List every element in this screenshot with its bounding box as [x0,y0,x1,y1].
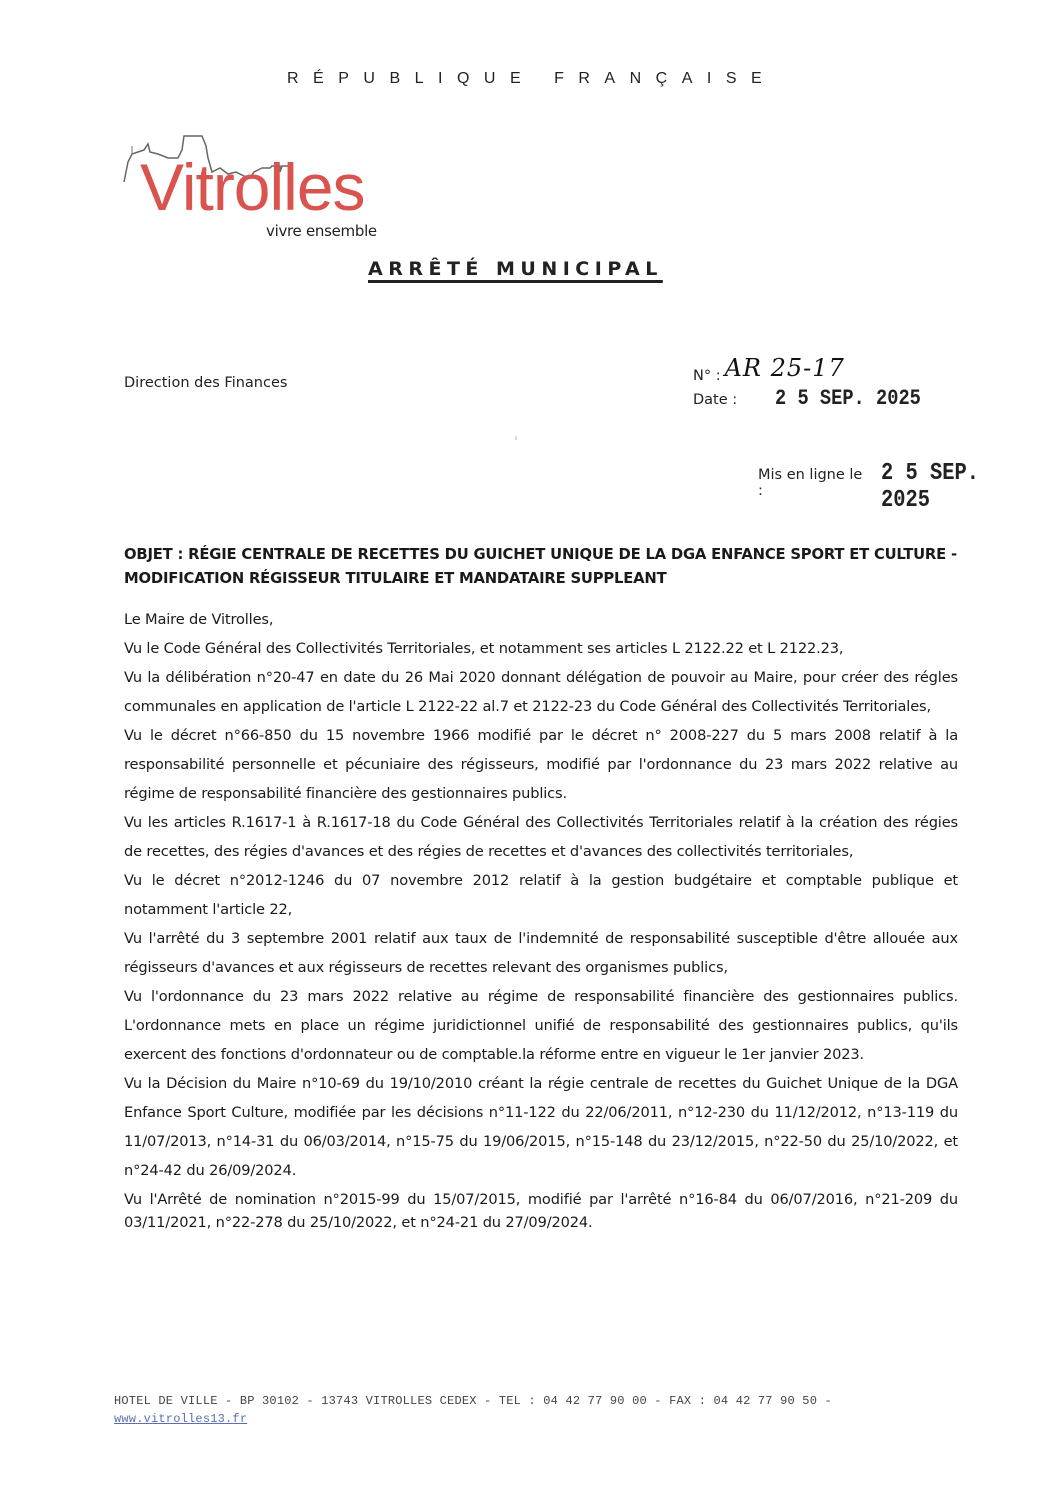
republique-francaise-heading: RÉPUBLIQUE FRANÇAISE [287,70,777,87]
paragraph-arrete-2001: Vu l'arrêté du 3 septembre 2001 relatif aux taux de l'indemnité de responsabilité susceptible d'être allouée aux régisseurs d'avances et aux régisseurs de recettes relevant des organismes publics, [124,930,958,976]
document-body [124,605,958,1234]
paragraph-arrete-nomination: Vu l'Arrêté de nomination n°2015-99 du 15/07/2015, modifié par l'arrêté n°16-84 du 06/07/2016, n°21-209 du 03/11/2021, n°22-278 du 25/10/2022, et n°24-21 du 27/09/2024. [124,1191,958,1231]
paragraph-articles-r1617: Vu les articles R.1617-1 à R.1617-18 du Code Général des Collectivités Territoriales relatif à la création des régies de recettes, des régies d'avances et des régies de recettes et d'avances des collectivités territoriales, [124,814,958,860]
paragraph-decision-maire: Vu la Décision du Maire n°10-69 du 19/10/2010 créant la régie centrale de recettes du Guichet Unique de la DGA Enfance Sport Culture, modifiée par les décisions n°11-122 du 22/06/2011, n°12-230 du 11/12/2012, n°13-119 du 11/07/2013, n°14-31 du 06/03/2014, n°15-75 du 19/06/2015, n°15-148 du 23/12/2015, n°22-50 du 25/10/2022, et n°24-42 du 26/09/2024. [124,1075,958,1179]
logo-wordmark: Vitrolles [140,150,365,224]
vitrolles-logo [120,132,420,247]
online-publication [758,460,1058,514]
scan-smudge [515,436,517,440]
paragraph-deliberation: Vu la délibération n°20-47 en date du 26 Mai 2020 donnant délégation de pouvoir au Maire, pour créer des régles communales en application de l'article L 2122-22 al.7 et 2122-23 du Code Général des Collectivités Territoriales, [124,669,958,715]
paragraph-decret-1966: Vu le décret n°66-850 du 15 novembre 1966 modifié par le décret n° 2008-227 du 5 mars 2008 relatif à la responsabilité personnelle et pécuniaire des régisseurs, modifié par l'ordonnance du 23 mars 2022 relative au régime de responsabilité financière des gestionnaires publics. [124,727,958,802]
document-title: ARRÊTÉ MUNICIPAL [368,258,663,280]
objet-heading: OBJET : RÉGIE CENTRALE DE RECETTES DU GUICHET UNIQUE DE LA DGA ENFANCE SPORT ET CULTURE - MODIFICATION RÉGISSEUR TITULAIRE ET MANDATAIRE SUPPLEANT [124,546,957,587]
paragraph-ordonnance-2022: Vu l'ordonnance du 23 mars 2022 relative au régime de responsabilité financière des gestionnaires publics. L'ordonnance mets en place un régime juridictionnel unifié de responsabilité des gestionnaires publics, qu'ils exercent des fonctions d'ordonnateur ou de comptable.la réforme entre en vigueur le 1er janvier 2023. [124,988,958,1063]
number-handwritten: AR 25-17 [724,354,845,382]
paragraph-decret-2012: Vu le décret n°2012-1246 du 07 novembre 2012 relatif à la gestion budgétaire et comptable publique et notamment l'article 22, [124,872,958,918]
direction-label: Direction des Finances [124,375,288,391]
reference-block [693,354,947,414]
paragraph-cgct: Vu le Code Général des Collectivités Territoriales, et notamment ses articles L 2122.22 et L 2122.23, [124,640,844,657]
online-label: Mis en ligne le : [758,467,863,499]
date-stamp: 2 5 SEP. 2025 [775,386,922,411]
online-date-stamp: 2 5 SEP. 2025 [881,460,980,514]
footer-address: HOTEL DE VILLE - BP 30102 - 13743 VITROLLES CEDEX - TEL : 04 42 77 90 00 - FAX : 04 42 77 90 50 - [114,1394,832,1408]
date-label: Date : [693,392,738,408]
logo-tagline: vivre ensemble [266,222,377,240]
paragraph-maire: Le Maire de Vitrolles, [124,611,274,628]
footer [114,1392,832,1428]
footer-website-link[interactable]: www.vitrolles13.fr [114,1412,248,1426]
number-label: N° : [693,368,721,384]
